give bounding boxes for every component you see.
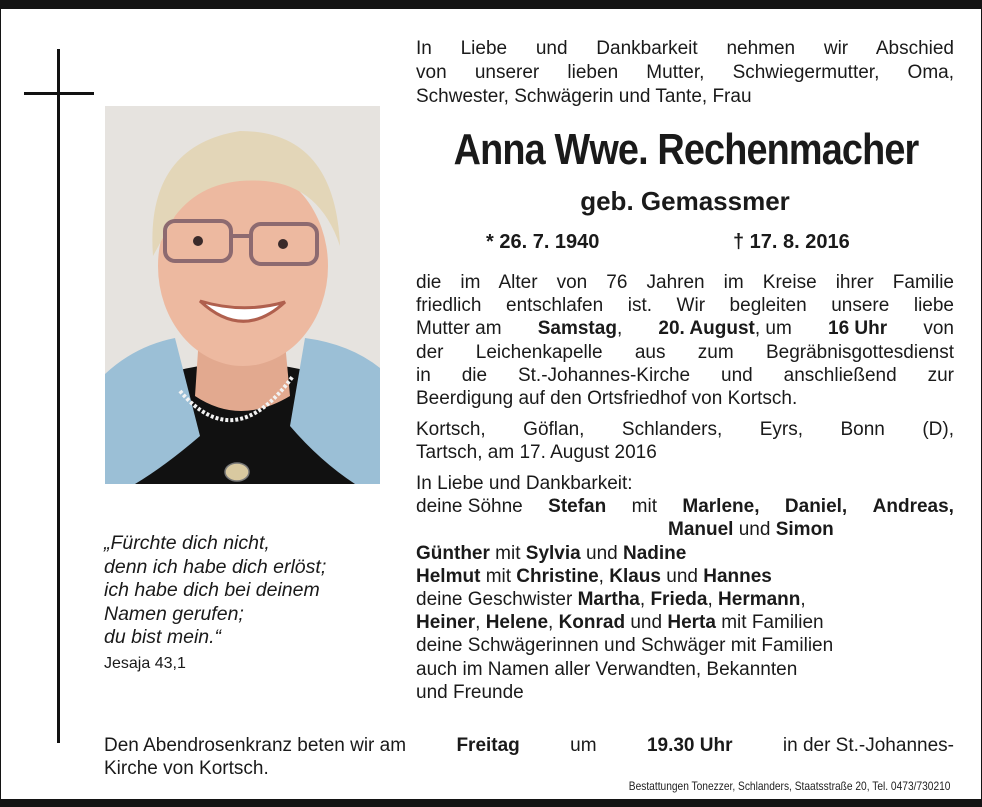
mourner-line: Günther mit Sylvia und Nadine — [416, 542, 687, 564]
quote-line: denn ich habe dich erlöst; — [104, 555, 327, 578]
mourners-list — [416, 472, 954, 704]
bible-quote — [104, 532, 394, 650]
mourner-line: deine Geschwister Martha, Frieda, Hermann, — [416, 589, 806, 611]
intro-line: In Liebe und Dankbarkeit nehmen wir Abschied — [416, 38, 954, 59]
portrait-photo — [105, 106, 380, 484]
intro-line: von unserer lieben Mutter, Schwiegermutter, Oma, — [416, 62, 954, 83]
intro-text — [416, 37, 954, 109]
deceased-name: Anna Wwe. Rechenmacher — [453, 125, 919, 174]
quote-line: Namen gerufen; — [104, 602, 244, 625]
funeral-home-imprint: Bestattungen Tonezzer, Schlanders, Staatsstraße 20, Tel. 0473/730210 — [628, 779, 950, 793]
cross-icon-bar — [24, 92, 94, 95]
footer-line: Den Abendrosenkranz beten wir am Freitag um 19.30 Uhr in der St.-Johannes- — [104, 735, 954, 756]
places-text — [416, 418, 954, 464]
quote-line: ich habe dich bei deinem — [104, 579, 320, 601]
quote-reference: Jesaja 43,1 — [104, 655, 186, 672]
text-line: friedlich entschlafen ist. Wir begleiten unsere liebe — [416, 295, 954, 317]
mourner-line: Heiner, Helene, Konrad und Herta mit Familien — [416, 612, 824, 634]
mourner-line: deine Söhne Stefan mit Marlene, Daniel, Andreas, — [416, 496, 954, 518]
cross-icon — [57, 49, 60, 743]
mourner-line: und Freunde — [416, 681, 524, 703]
text-line: Mutter am Samstag, 20. August, um 16 Uhr von — [416, 318, 954, 340]
birth-name: geb. Gemassmer — [580, 186, 790, 216]
rosary-notice — [104, 734, 954, 780]
quote-line: du bist mein.“ — [104, 626, 222, 648]
text-line: die im Alter von 76 Jahren im Kreise ihrer Familie — [416, 272, 954, 293]
intro-line: Schwester, Schwägerin und Tante, Frau — [416, 86, 752, 107]
death-date: † 17. 8. 2016 — [733, 231, 850, 253]
text-line: Kortsch, Göflan, Schlanders, Eyrs, Bonn (D), — [416, 419, 954, 440]
text-line: der Leichenkapelle aus zum Begräbnisgottesdienst — [416, 341, 954, 363]
quote-line: „Fürchte dich nicht, — [104, 532, 270, 554]
text-line: Beerdigung auf den Ortsfriedhof von Kortsch. — [416, 388, 798, 410]
text-line: in die St.-Johannes-Kirche und anschließend zur — [416, 364, 954, 386]
mourner-line: auch im Namen aller Verwandten, Bekannten — [416, 658, 798, 680]
mourner-line: Manuel und Simon — [668, 519, 834, 541]
footer-line: Kirche von Kortsch. — [104, 758, 269, 779]
text-line: Tartsch, am 17. August 2016 — [416, 442, 657, 464]
mourners-intro: In Liebe und Dankbarkeit: — [416, 473, 633, 494]
announcement-text — [416, 271, 954, 410]
mourner-line: deine Schwägerinnen und Schwäger mit Familien — [416, 635, 834, 657]
mourner-line: Helmut mit Christine, Klaus und Hannes — [416, 565, 772, 587]
birth-date: * 26. 7. 1940 — [486, 231, 600, 253]
